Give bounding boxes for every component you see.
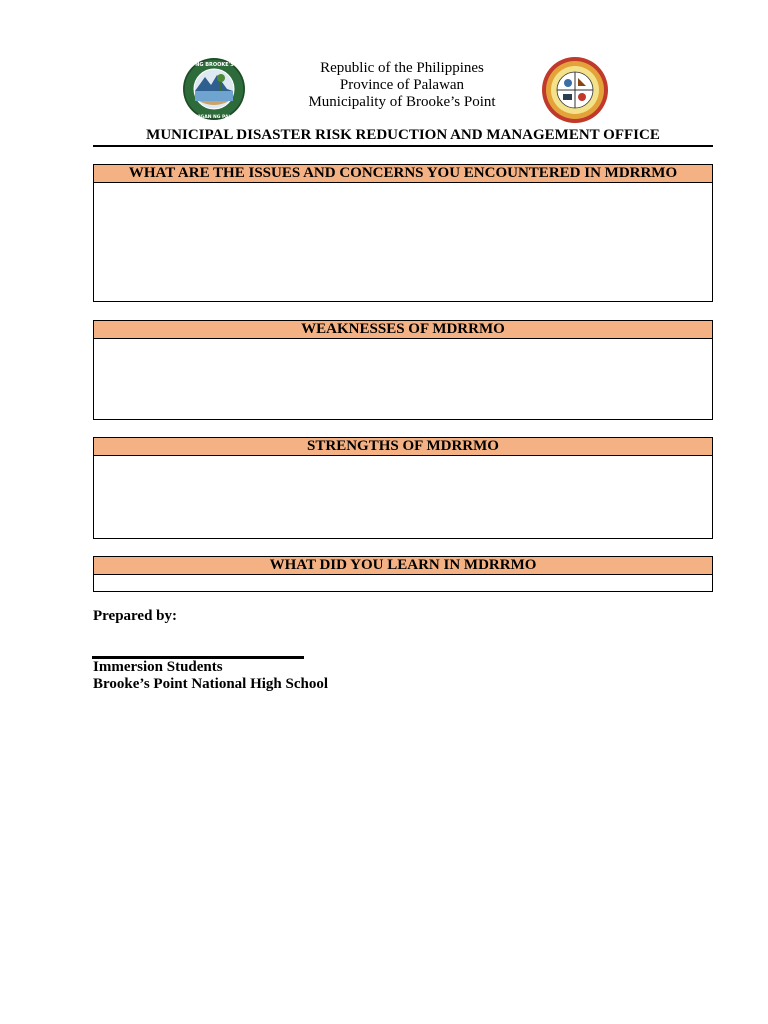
signer-school: Brooke’s Point National High School bbox=[93, 676, 329, 692]
signer-block bbox=[93, 659, 328, 693]
learnings-section-title: WHAT DID YOU LEARN IN MDRRMO bbox=[94, 557, 712, 575]
header-divider bbox=[93, 145, 713, 147]
learnings-section bbox=[93, 556, 713, 592]
svg-text:BAYAN NG BROOKE'S POINT: BAYAN NG BROOKE'S POINT bbox=[175, 62, 253, 68]
svg-text:LALAWIGAN NG PALAWAN: LALAWIGAN NG PALAWAN bbox=[181, 115, 247, 120]
strengths-section-body[interactable] bbox=[94, 456, 712, 538]
issues-section bbox=[93, 164, 713, 302]
issues-section-body[interactable] bbox=[94, 183, 712, 301]
strengths-section-title: STRENGTHS OF MDRRMO bbox=[94, 438, 712, 456]
issues-section-title: WHAT ARE THE ISSUES AND CONCERNS YOU ENCOUNTERED IN MDRRMO bbox=[94, 165, 712, 183]
weaknesses-section-title: WEAKNESSES OF MDRRMO bbox=[94, 321, 712, 339]
header-municipality: Municipality of Brooke’s Point bbox=[308, 94, 496, 110]
weaknesses-section bbox=[93, 320, 713, 420]
header-republic: Republic of the Philippines bbox=[320, 60, 484, 76]
strengths-section bbox=[93, 437, 713, 539]
mdrrmo-seal-icon bbox=[540, 56, 610, 124]
signer-name: Immersion Students bbox=[93, 659, 223, 675]
learnings-section-body[interactable] bbox=[94, 575, 712, 591]
weaknesses-section-body[interactable] bbox=[94, 339, 712, 419]
prepared-by-label: Prepared by: bbox=[93, 608, 178, 624]
office-title: MUNICIPAL DISASTER RISK REDUCTION AND MANAGEMENT OFFICE bbox=[146, 127, 660, 143]
header-province: Province of Palawan bbox=[339, 77, 465, 93]
